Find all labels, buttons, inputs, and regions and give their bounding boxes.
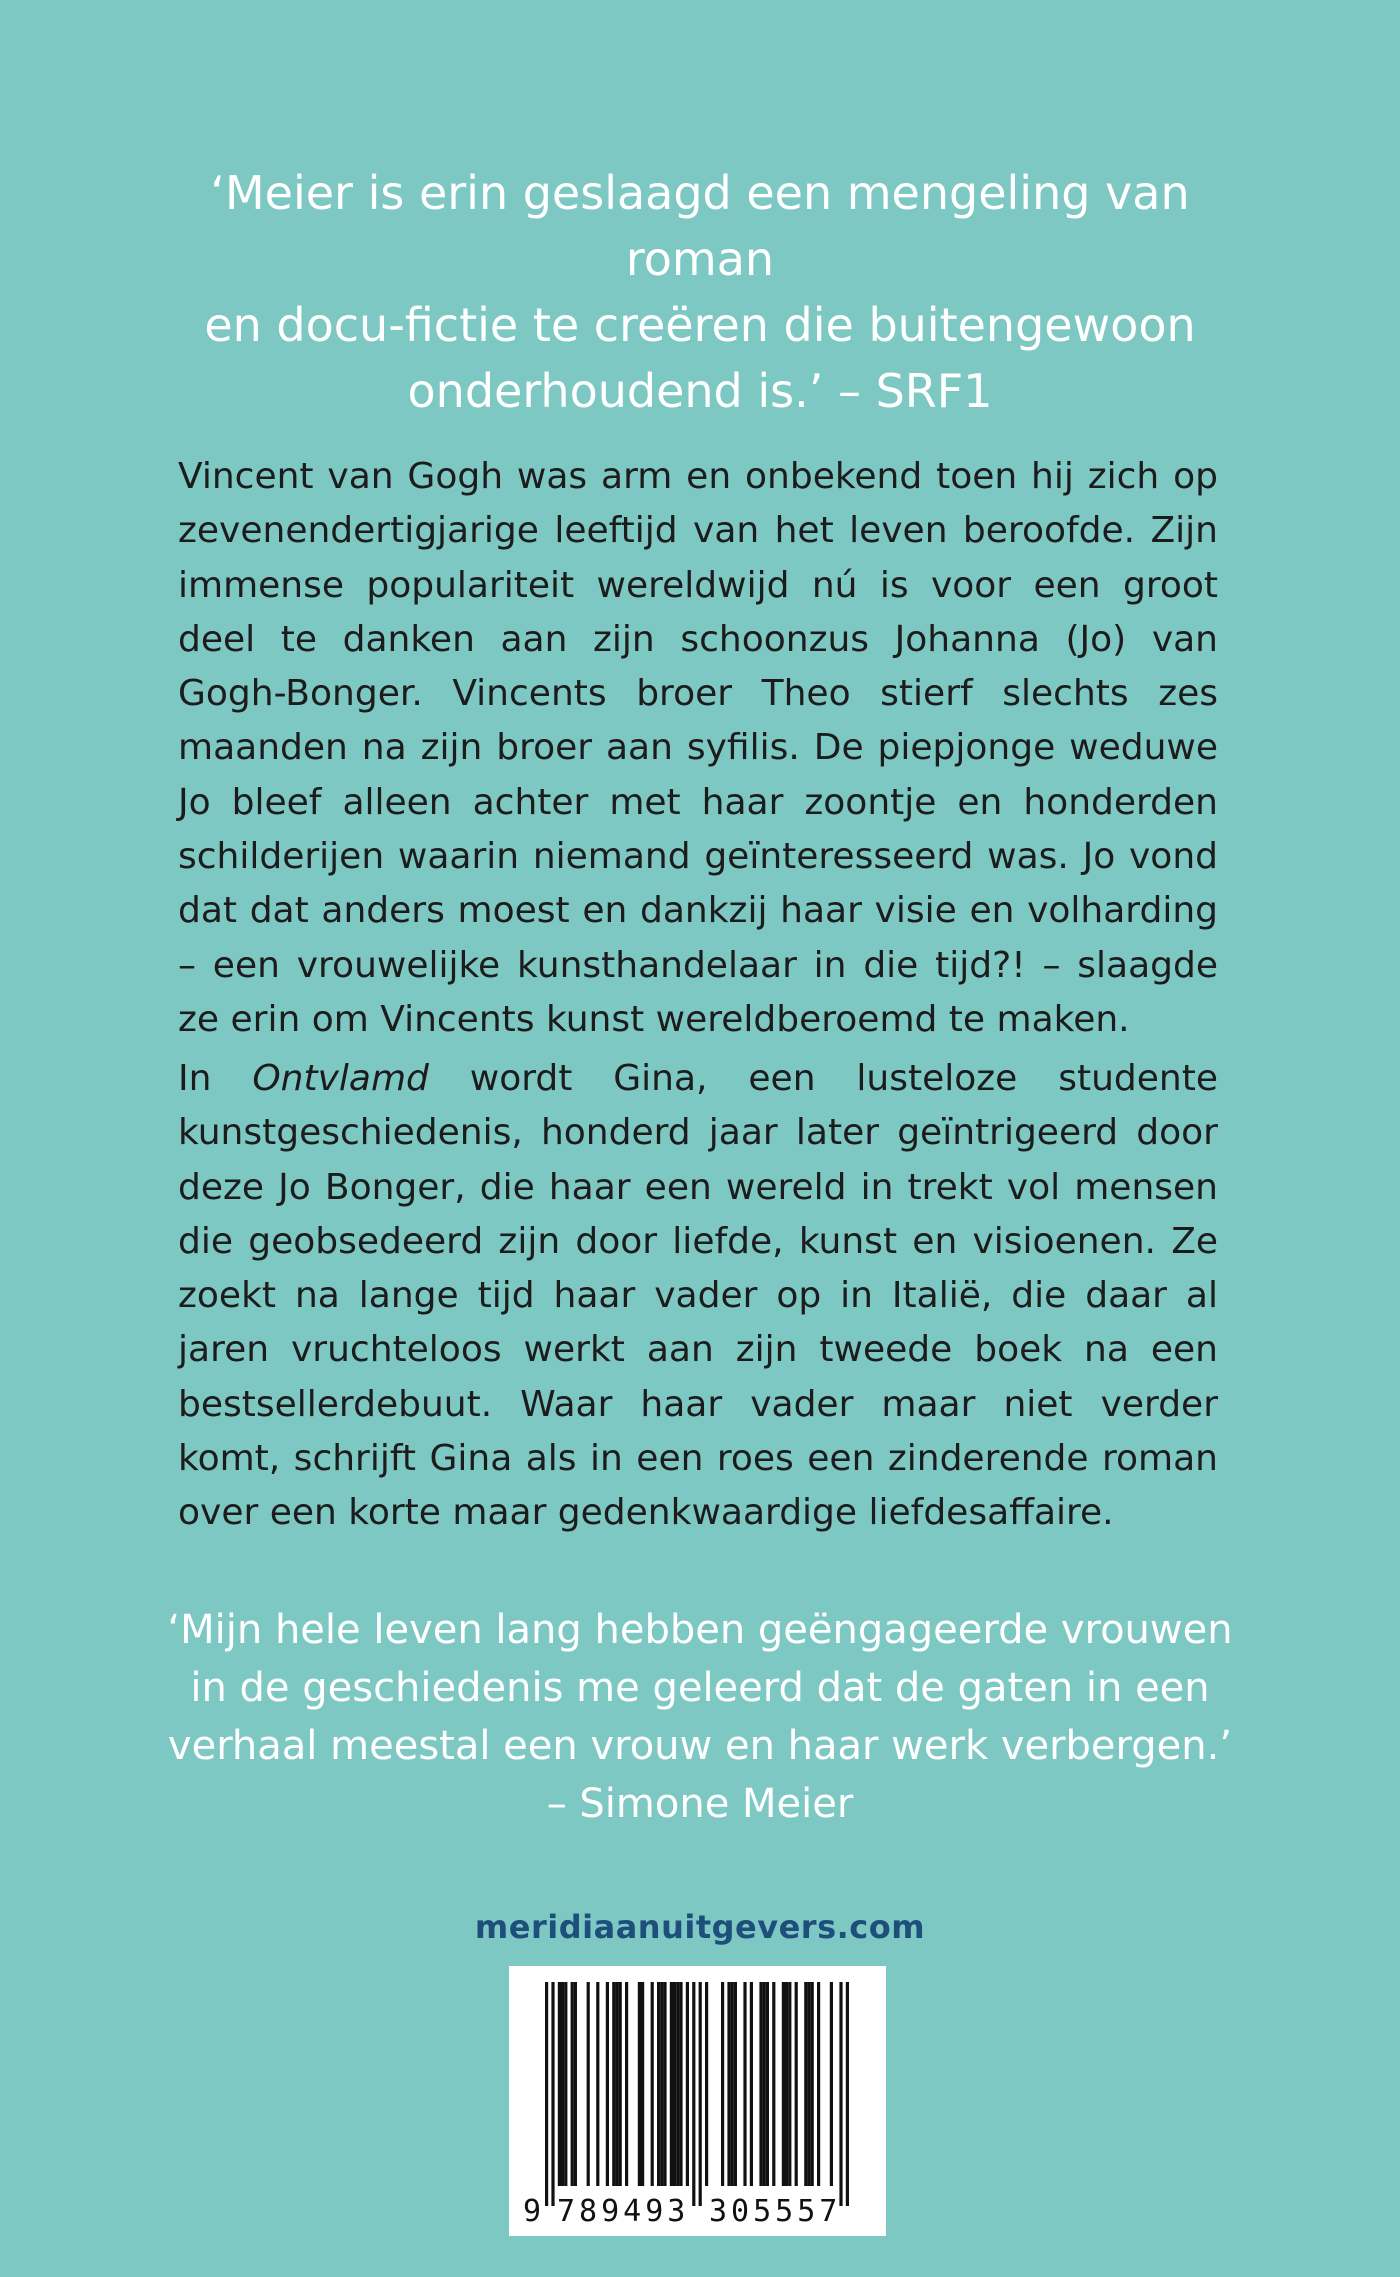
author-quote	[150, 1601, 1250, 1833]
barcode-bar	[571, 1982, 574, 2186]
blurb-paragraph-2	[178, 1052, 1218, 1541]
barcode-bar	[795, 1982, 798, 2186]
opening-quote	[150, 160, 1250, 424]
barcode-bar	[839, 1982, 842, 2206]
barcode-bar	[785, 1982, 788, 2186]
barcode-bar	[686, 1982, 689, 2186]
barcode-bar	[660, 1982, 663, 2186]
barcode-bar	[545, 1982, 548, 2206]
barcode-bar	[673, 1982, 676, 2186]
barcode-bar	[763, 1982, 766, 2186]
publisher-website-link[interactable]: meridiaanuitgevers.com	[474, 1908, 926, 1946]
barcode-bar	[721, 1982, 724, 2186]
blurb-paragraph-1: Vincent van Gogh was arm en onbekend toen hij zich op zevenendertigjarige leeftijd van het leven beroofde. Zijn immense populariteit wereldwijd nú is voor een groot deel te danken aan zijn schoonzus Johanna (Jo) van Gogh-Bonger. Vincents broer Theo stierf slechts zes maanden na zijn broer aan syfilis. De piepjonge weduwe Jo bleef alleen achter met haar zoontje en honderden schilderijen waarin niemand geïnteresseerd was. Jo vond dat dat anders moest en dankzij haar visie en volharding – een vrouwelijke kunsthandelaar in die tijd?! – slaagde ze erin om Vincents kunst wereldberoemd te maken.	[178, 456, 1218, 1040]
barcode-lead-digit: 9	[523, 2194, 542, 2229]
barcode-bar	[759, 1982, 762, 2186]
barcode-graphic	[509, 1966, 886, 2236]
barcode-bar	[804, 1982, 807, 2186]
isbn-barcode	[509, 1966, 886, 2236]
barcode-bar	[606, 1982, 609, 2186]
opening-quote-line-3: onderhoudend is.’ – SRF1	[407, 364, 993, 418]
barcode-bar	[657, 1982, 660, 2186]
barcode-bar	[561, 1982, 564, 2186]
barcode-bar	[638, 1982, 641, 2186]
barcode-left-digits: 789493	[557, 2194, 690, 2229]
barcode-bar	[705, 1982, 708, 2186]
barcode-bar	[699, 1982, 702, 2206]
barcode-bar	[731, 1982, 734, 2186]
barcode-bar	[734, 1982, 737, 2186]
author-quote-line-3: verhaal meestal een vrouw en haar werk verbergen.’	[167, 1723, 1233, 1769]
barcode-bar	[811, 1982, 814, 2186]
barcode-bar	[782, 1982, 785, 2186]
barcode-bar	[551, 1982, 554, 2206]
barcode-bar	[743, 1982, 746, 2186]
barcode-bar	[807, 1982, 810, 2186]
book-title: Ontvlamd	[252, 1058, 429, 1099]
barcode-bar	[772, 1982, 775, 2186]
barcode-bar	[679, 1982, 682, 2186]
barcode-bar	[612, 1982, 615, 2186]
barcode-right-digits: 305557	[709, 2194, 842, 2229]
blurb-paragraph-2-prefix: In	[178, 1058, 253, 1099]
barcode-bar	[596, 1982, 599, 2186]
barcode-bar	[663, 1982, 666, 2186]
barcode-bar	[788, 1982, 791, 2186]
barcode-bar	[830, 1982, 833, 2186]
opening-quote-line-1: ‘Meier is erin geslaagd een mengeling van roman	[210, 166, 1190, 286]
barcode-bar	[641, 1982, 644, 2186]
barcode-bar	[574, 1982, 577, 2186]
blurb-paragraph-2-rest: wordt Gina, een lusteloze studente kunstgeschiedenis, honderd jaar later geïntrigeerd door deze Jo Bonger, die haar een wereld in trekt vol mensen die geobsedeerd zijn door liefde, kunst en visioenen. Ze zoekt na lange tijd haar vader op in Italië, die daar al jaren vruchteloos werkt aan zijn tweede boek na een bestsellerdebuut. Waar haar vader maar niet verder komt, schrijft Gina als in een roes een zinderende roman over een korte maar gedenkwaardige liefdesaffaire.	[178, 1058, 1218, 1534]
barcode-bar	[692, 1982, 695, 2206]
author-quote-attribution: – Simone Meier	[546, 1781, 854, 1827]
barcode-bars	[545, 1982, 849, 2206]
author-quote-line-2: in de geschiedenis me geleerd dat de gaten in een	[190, 1665, 1210, 1711]
barcode-bar	[846, 1982, 849, 2206]
barcode-bar	[619, 1982, 622, 2186]
barcode-bar	[676, 1982, 679, 2186]
barcode-bar	[750, 1982, 753, 2186]
barcode-bar	[558, 1982, 561, 2186]
barcode-bar	[651, 1982, 654, 2186]
author-quote-line-1: ‘Mijn hele leven lang hebben geëngageerde vrouwen	[167, 1607, 1233, 1653]
barcode-bar	[587, 1982, 590, 2186]
barcode-bar	[670, 1982, 673, 2186]
barcode-bar	[766, 1982, 769, 2186]
barcode-bar	[817, 1982, 820, 2186]
barcode-bar	[564, 1982, 567, 2186]
barcode-bar	[615, 1982, 618, 2186]
opening-quote-line-2: en docu-fictie te creëren die buitengewoon	[204, 298, 1196, 352]
barcode-bar	[727, 1982, 730, 2186]
barcode-bar	[625, 1982, 628, 2186]
